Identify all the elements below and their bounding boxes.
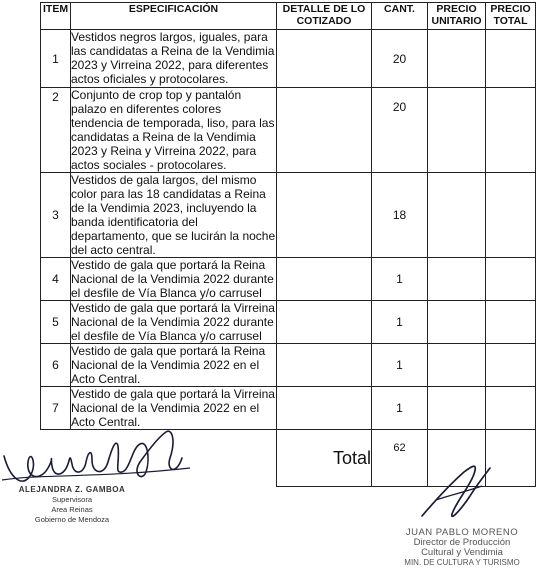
table-row: [41, 258, 536, 301]
total-price-cell: [486, 173, 536, 258]
unit-price-cell: [428, 301, 486, 344]
stamp-left: [12, 485, 132, 525]
unit-price-cell: [428, 258, 486, 301]
signature-right: [412, 456, 502, 528]
item-quantity: 20: [372, 30, 428, 88]
header-specification: ESPECIFICACIÓN: [71, 3, 277, 30]
item-specification: Vestidos negros largos, iguales, para las candidatas a Reina de la Vendimia 2023 y Virreina 2022, para diferentes actos oficiales y protocolares.: [71, 30, 277, 88]
signatory-right-line2: Cultural y Vendimia: [421, 547, 503, 558]
signatory-right-line3: MIN. DE CULTURA Y TURISMO: [404, 558, 520, 567]
signatory-left-title: Supervisora: [51, 495, 93, 504]
item-specification: Conjunto de crop top y pantalón palazo en diferentes colores tendencia de temporada, liso, para las candidatas a Reina de la Vendimia 2023 y Reina y Virreina 2022, para actos sociales - protocolares.: [71, 88, 277, 173]
item-specification: Vestido de gala que portará la Reina Nacional de la Vendimia 2022 durante el desfile de Vía Blanca y/o carrusel: [71, 258, 277, 301]
table-row: [41, 88, 536, 173]
item-number: 5: [41, 301, 71, 344]
signatory-left-org: Gobierno de Mendoza: [34, 515, 110, 524]
signatory-left-area: Area Reinas: [51, 505, 93, 514]
item-specification: Vestido de gala que portará la Virreina Nacional de la Vendimia 2022 en el Acto Central.: [71, 387, 275, 429]
signatory-left-name: ALEJANDRA Z. GAMBOA: [18, 485, 126, 494]
item-number: 3: [41, 173, 71, 258]
item-number: 7: [41, 387, 71, 430]
header-quantity: CANT.: [372, 3, 428, 30]
signatory-right-name: JUAN PABLO MORENO: [405, 527, 519, 538]
table-row: [41, 173, 536, 258]
item-quantity: 1: [372, 387, 428, 430]
item-quantity: 1: [372, 258, 428, 301]
total-price-cell: [486, 258, 536, 301]
signatory-right-line1: Director de Producción: [413, 537, 511, 548]
item-specification: Vestidos de gala largos, del mismo color para las 18 candidatas a Reina de la Vendimia 2023, incluyendo la banda identificatoria del departamento, que se lucirán la noche del acto central.: [71, 173, 276, 257]
total-price-cell: [486, 344, 536, 387]
item-quantity: 1: [372, 301, 428, 344]
item-specification: Vestido de gala que portará la Virreina Nacional de la Vendimia 2022 durante el desfile de Vía Blanca y/o carrusel: [71, 301, 275, 343]
item-number: 4: [41, 258, 71, 301]
quoted-detail-cell: [277, 387, 372, 430]
header-total-price: PRECIO TOTAL: [486, 3, 536, 30]
header-quoted-detail: DETALLE DE LO COTIZADO: [277, 3, 372, 30]
table-row: [41, 344, 536, 387]
official-stamp-right: [392, 528, 532, 568]
quoted-detail-cell: [277, 258, 372, 301]
item-number: 2: [41, 88, 71, 173]
quotation-table: [40, 2, 536, 487]
item-quantity: 20: [372, 88, 428, 173]
total-price-cell: [486, 88, 536, 173]
quoted-detail-cell: [277, 173, 372, 258]
quoted-detail-cell: [277, 301, 372, 344]
quoted-detail-cell: [277, 344, 372, 387]
total-quantity: 62: [372, 430, 428, 487]
item-quantity: 1: [372, 344, 428, 387]
total-price-cell: [486, 30, 536, 88]
unit-price-cell: [428, 344, 486, 387]
item-number: 6: [41, 344, 71, 387]
total-price-cell: [486, 301, 536, 344]
item-quantity: 18: [372, 173, 428, 258]
unit-price-cell: [428, 387, 486, 430]
item-number: 1: [41, 30, 71, 88]
quoted-detail-cell: [277, 30, 372, 88]
quoted-detail-cell: [277, 88, 372, 173]
unit-price-cell: [428, 88, 486, 173]
item-specification: Vestido de gala que portará la Reina Nacional de la Vendimia 2022 en el Acto Central.: [71, 344, 277, 387]
header-item: ITEM: [41, 3, 71, 30]
unit-price-cell: [428, 173, 486, 258]
table-row: [41, 301, 536, 344]
total-price-cell: [486, 387, 536, 430]
unit-price-cell: [428, 30, 486, 88]
header-unit-price: PRECIO UNITARIO: [428, 3, 486, 30]
table-header-row: [41, 3, 536, 30]
table-row: [41, 30, 536, 88]
total-label: Total: [277, 430, 372, 487]
